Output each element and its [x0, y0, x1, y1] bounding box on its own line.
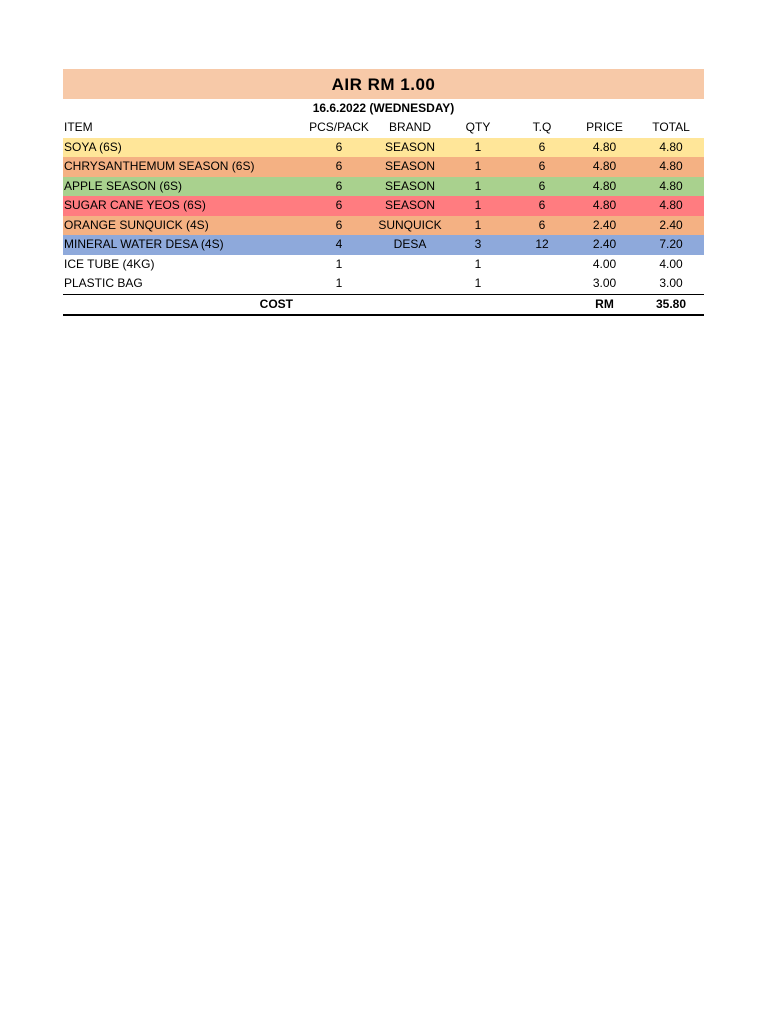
cell-brand: SEASON	[384, 139, 435, 154]
grand-total: 35.80	[638, 294, 704, 315]
cell-item: CHRYSANTHEMUM SEASON (6S)	[64, 159, 255, 174]
table-row	[63, 196, 704, 216]
sheet-title: AIR RM 1.00	[63, 69, 704, 99]
cell-item: APPLE SEASON (6S)	[64, 178, 183, 193]
cell-qty: 1	[474, 256, 482, 271]
cell-total: 4.80	[659, 139, 683, 154]
cost-total-row	[63, 294, 704, 315]
cell-pcs-pack: 6	[335, 139, 343, 154]
header-tq: T.Q	[532, 120, 552, 135]
cell-brand: SEASON	[384, 159, 435, 174]
cell-qty: 1	[474, 198, 482, 213]
table-row	[63, 235, 704, 255]
table-row	[63, 255, 704, 275]
cell-tq	[513, 255, 571, 275]
cell-total: 4.00	[659, 256, 683, 271]
cell-pcs-pack: 1	[335, 256, 343, 271]
cell-brand: DESA	[393, 237, 427, 252]
cell-pcs-pack: 6	[335, 159, 343, 174]
cost-label: COST	[63, 294, 301, 315]
blank-cell	[443, 294, 513, 315]
cell-pcs-pack: 6	[335, 178, 343, 193]
table-row	[63, 157, 704, 177]
cell-pcs-pack: 6	[335, 217, 343, 232]
cell-item: SUGAR CANE YEOS (6S)	[64, 198, 206, 213]
header-qty: QTY	[465, 120, 491, 135]
cell-pcs-pack: 6	[335, 198, 343, 213]
cell-price: 4.80	[592, 178, 617, 193]
cell-item: PLASTIC BAG	[64, 276, 143, 291]
header-total: TOTAL	[652, 120, 690, 135]
cell-price: 2.40	[592, 237, 617, 252]
cell-tq: 6	[538, 217, 546, 232]
cell-brand: SUNQUICK	[378, 217, 442, 232]
cell-total: 4.80	[659, 198, 683, 213]
cell-pcs-pack: 4	[335, 237, 343, 252]
items-table	[63, 118, 704, 316]
cell-tq: 12	[535, 237, 549, 252]
cell-price: 4.80	[592, 139, 617, 154]
blank-cell	[513, 294, 571, 315]
cell-qty: 1	[474, 276, 482, 291]
cell-brand	[377, 255, 443, 275]
cell-tq	[513, 274, 571, 294]
cell-qty: 1	[474, 217, 482, 232]
header-pcs-pack: PCS/PACK	[309, 120, 369, 135]
sheet-date: 16.6.2022 (WEDNESDAY)	[312, 101, 455, 115]
cell-total: 2.40	[659, 217, 683, 232]
table-row	[63, 274, 704, 294]
table-row	[63, 216, 704, 236]
cell-tq: 6	[538, 198, 546, 213]
cell-tq: 6	[538, 178, 546, 193]
cell-brand	[377, 274, 443, 294]
cell-total: 7.20	[659, 237, 683, 252]
cell-item: ICE TUBE (4KG)	[64, 256, 155, 271]
blank-cell	[377, 294, 443, 315]
cell-qty: 1	[474, 139, 482, 154]
cell-qty: 1	[474, 159, 482, 174]
cell-item: SOYA (6S)	[64, 139, 122, 154]
cell-price: 3.00	[592, 276, 617, 291]
cell-item: ORANGE SUNQUICK (4S)	[64, 217, 209, 232]
cell-qty: 3	[474, 237, 482, 252]
cell-price: 4.80	[592, 159, 617, 174]
table-row	[63, 177, 704, 197]
cell-qty: 1	[474, 178, 482, 193]
header-brand: BRAND	[388, 120, 431, 135]
header-price: PRICE	[586, 120, 623, 135]
table-header-row	[63, 118, 704, 138]
cell-brand: SEASON	[384, 198, 435, 213]
cell-tq: 6	[538, 159, 546, 174]
cell-price: 2.40	[592, 217, 617, 232]
cell-total: 4.80	[659, 159, 683, 174]
table-row	[63, 138, 704, 158]
spreadsheet	[63, 69, 704, 316]
cell-total: 4.80	[659, 178, 683, 193]
currency-label: RM	[571, 294, 638, 315]
cell-price: 4.80	[592, 198, 617, 213]
cell-price: 4.00	[592, 256, 617, 271]
cell-brand: SEASON	[384, 178, 435, 193]
cell-tq: 6	[538, 139, 546, 154]
cell-item: MINERAL WATER DESA (4S)	[64, 237, 224, 252]
blank-cell	[301, 294, 377, 315]
cell-pcs-pack: 1	[335, 276, 343, 291]
cell-total: 3.00	[659, 276, 683, 291]
header-item: ITEM	[64, 120, 93, 135]
